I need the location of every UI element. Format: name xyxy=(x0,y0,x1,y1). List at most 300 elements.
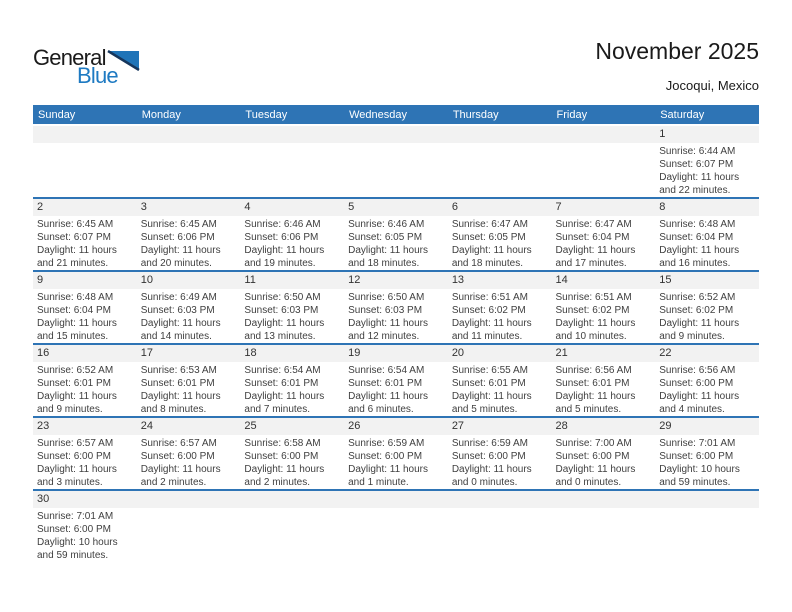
day-details xyxy=(344,362,448,416)
sunset-label: Sunset: xyxy=(37,232,71,243)
sunset-line xyxy=(452,450,549,463)
weekday-header-thursday: Thursday xyxy=(448,105,552,125)
sunrise-line xyxy=(556,437,653,450)
day-details xyxy=(448,508,552,510)
daylight-label: Daylight: xyxy=(659,318,699,329)
sunset-label: Sunset: xyxy=(659,451,694,462)
daylight-label: Daylight: xyxy=(140,464,180,475)
sunrise-value: 6:57 AM xyxy=(76,438,114,449)
sunset-value: 6:06 PM xyxy=(177,232,215,243)
sunset-line xyxy=(37,304,134,317)
daylight-value: 11 hours and 6 minutes. xyxy=(348,391,428,415)
daylight-label: Daylight: xyxy=(140,318,180,329)
day-number-strip xyxy=(137,272,241,289)
week-row-2 xyxy=(33,198,759,271)
day-number-strip xyxy=(344,491,448,508)
day-cell-14 xyxy=(552,271,656,344)
day-details xyxy=(344,435,448,489)
day-cell-empty xyxy=(137,125,241,198)
day-number: 8 xyxy=(659,201,666,213)
sunrise-line xyxy=(37,364,134,377)
sunset-label: Sunset: xyxy=(659,232,694,243)
day-number: 28 xyxy=(555,420,568,432)
day-cell-26 xyxy=(344,417,448,490)
day-number-strip xyxy=(33,345,137,362)
sunrise-label: Sunrise: xyxy=(451,219,489,230)
sunset-label: Sunset: xyxy=(555,378,590,389)
sunset-value: 6:06 PM xyxy=(281,232,319,243)
sunset-value: 6:02 PM xyxy=(592,305,630,316)
day-number-strip xyxy=(448,199,552,216)
sunset-line xyxy=(141,231,238,244)
daylight-label: Daylight: xyxy=(140,391,180,402)
sunrise-label: Sunrise: xyxy=(555,219,593,230)
sunrise-value: 6:50 AM xyxy=(387,292,425,303)
daylight-line xyxy=(452,244,549,270)
sunrise-label: Sunrise: xyxy=(140,365,178,376)
calendar-header-row xyxy=(33,105,759,125)
sunrise-value: 7:00 AM xyxy=(594,438,632,449)
day-cell-empty xyxy=(33,125,137,198)
daylight-value: 11 hours and 16 minutes. xyxy=(659,245,740,269)
day-number-strip xyxy=(344,126,448,143)
sunrise-label: Sunrise: xyxy=(555,292,593,303)
sunset-line xyxy=(452,304,549,317)
sunrise-line xyxy=(37,218,134,231)
sunrise-line xyxy=(452,218,549,231)
daylight-label: Daylight: xyxy=(244,391,284,402)
daylight-label: Daylight: xyxy=(451,391,491,402)
daylight-label: Daylight: xyxy=(37,391,76,402)
day-details xyxy=(552,216,656,270)
day-number-strip xyxy=(33,418,137,435)
daylight-line xyxy=(659,171,756,197)
sunset-label: Sunset: xyxy=(140,305,175,316)
day-number-strip xyxy=(240,418,344,435)
sunset-line xyxy=(37,377,134,390)
day-cell-8 xyxy=(655,198,759,271)
day-number-strip xyxy=(448,418,552,435)
sunrise-label: Sunrise: xyxy=(140,438,178,449)
day-number: 13 xyxy=(451,274,465,286)
sunset-label: Sunset: xyxy=(555,451,590,462)
sunrise-label: Sunrise: xyxy=(37,365,74,376)
sunrise-label: Sunrise: xyxy=(244,438,282,449)
weekday-header-sunday: Sunday xyxy=(33,105,137,125)
sunrise-line xyxy=(141,291,238,304)
daylight-value: 11 hours and 11 minutes. xyxy=(451,318,532,342)
week-row-1 xyxy=(33,125,759,198)
day-number-strip xyxy=(655,126,759,143)
daylight-label: Daylight: xyxy=(555,464,595,475)
sunrise-value: 6:50 AM xyxy=(283,292,321,303)
day-details xyxy=(552,508,656,510)
day-details xyxy=(552,143,656,145)
sunset-value: 6:05 PM xyxy=(384,232,423,243)
day-number: 24 xyxy=(140,420,153,432)
sunset-line xyxy=(659,377,756,390)
sunrise-line xyxy=(141,218,238,231)
day-number: 3 xyxy=(140,201,147,213)
sunrise-label: Sunrise: xyxy=(659,438,696,449)
sunrise-label: Sunrise: xyxy=(451,365,489,376)
sunrise-line xyxy=(348,218,445,231)
sunrise-line xyxy=(348,364,445,377)
sunrise-value: 6:53 AM xyxy=(180,365,217,376)
daylight-value: 11 hours and 3 minutes. xyxy=(37,464,117,488)
daylight-line xyxy=(141,463,238,489)
day-number: 20 xyxy=(451,347,465,359)
sunrise-value: 6:54 AM xyxy=(387,365,425,376)
daylight-line xyxy=(37,536,134,562)
daylight-value: 11 hours and 18 minutes. xyxy=(348,245,428,269)
day-number-strip xyxy=(655,418,759,435)
daylight-line xyxy=(659,244,756,270)
day-cell-25 xyxy=(240,417,344,490)
sunrise-value: 6:47 AM xyxy=(594,219,632,230)
sunrise-line xyxy=(556,291,653,304)
day-number-strip xyxy=(655,345,759,362)
daylight-line xyxy=(659,390,756,416)
sunset-line xyxy=(37,523,134,536)
day-cell-20 xyxy=(448,344,552,417)
daylight-value: 11 hours and 2 minutes. xyxy=(140,464,221,488)
daylight-line xyxy=(348,390,445,416)
sunset-label: Sunset: xyxy=(659,159,694,170)
day-details xyxy=(655,435,759,489)
weekday-header-saturday: Saturday xyxy=(655,105,759,125)
logo-text-blue: Blue xyxy=(77,63,118,88)
sunrise-value: 6:47 AM xyxy=(491,219,528,230)
sunset-value: 6:00 PM xyxy=(695,378,734,389)
daylight-label: Daylight: xyxy=(37,537,76,548)
day-number-strip xyxy=(552,491,656,508)
day-details xyxy=(240,143,344,145)
daylight-line xyxy=(556,244,653,270)
day-number-strip xyxy=(137,491,241,508)
sunset-label: Sunset: xyxy=(451,305,486,316)
sunset-value: 6:03 PM xyxy=(384,305,423,316)
day-details xyxy=(552,435,656,489)
sunrise-value: 6:56 AM xyxy=(698,365,736,376)
daylight-value: 11 hours and 2 minutes. xyxy=(244,464,325,488)
day-number-strip xyxy=(240,272,344,289)
day-details xyxy=(552,362,656,416)
sunrise-value: 6:54 AM xyxy=(283,365,321,376)
day-details xyxy=(552,289,656,343)
sunrise-value: 6:46 AM xyxy=(283,219,321,230)
day-number: 16 xyxy=(37,347,50,359)
sunrise-line xyxy=(244,364,341,377)
day-cell-empty xyxy=(552,125,656,198)
daylight-value: 11 hours and 14 minutes. xyxy=(140,318,221,342)
daylight-value: 11 hours and 17 minutes. xyxy=(555,245,636,269)
day-details xyxy=(655,508,759,510)
daylight-value: 11 hours and 7 minutes. xyxy=(244,391,325,415)
calendar-table xyxy=(33,105,759,562)
day-cell-5 xyxy=(344,198,448,271)
day-cell-2 xyxy=(33,198,137,271)
sunset-value: 6:00 PM xyxy=(592,451,630,462)
sunset-line xyxy=(659,450,756,463)
day-details xyxy=(448,216,552,270)
sunset-label: Sunset: xyxy=(348,378,383,389)
daylight-label: Daylight: xyxy=(659,172,699,183)
sunrise-line xyxy=(37,291,134,304)
sunset-label: Sunset: xyxy=(140,451,175,462)
daylight-label: Daylight: xyxy=(451,318,491,329)
sunrise-value: 7:01 AM xyxy=(76,511,114,522)
sunset-value: 6:01 PM xyxy=(488,378,526,389)
daylight-line xyxy=(244,317,341,343)
sunset-label: Sunset: xyxy=(140,232,175,243)
sunrise-line xyxy=(348,437,445,450)
day-details xyxy=(240,216,344,270)
sunset-value: 6:01 PM xyxy=(73,378,111,389)
sunset-label: Sunset: xyxy=(348,451,383,462)
day-cell-27 xyxy=(448,417,552,490)
day-number: 26 xyxy=(348,420,361,432)
daylight-line xyxy=(659,463,756,489)
day-details xyxy=(448,362,552,416)
day-number: 21 xyxy=(555,347,568,359)
daylight-value: 11 hours and 5 minutes. xyxy=(555,391,636,415)
day-cell-empty xyxy=(552,490,656,562)
sunset-label: Sunset: xyxy=(244,451,279,462)
sunset-value: 6:00 PM xyxy=(177,451,215,462)
sunrise-label: Sunrise: xyxy=(244,292,282,303)
sunset-label: Sunset: xyxy=(140,378,175,389)
sunrise-line xyxy=(452,364,549,377)
daylight-line xyxy=(37,244,134,270)
sunset-line xyxy=(348,450,445,463)
sunset-value: 6:00 PM xyxy=(73,524,111,535)
sunrise-line xyxy=(141,364,238,377)
daylight-line xyxy=(244,390,341,416)
daylight-value: 11 hours and 12 minutes. xyxy=(348,318,428,342)
day-number-strip xyxy=(240,345,344,362)
daylight-label: Daylight: xyxy=(348,318,388,329)
daylight-line xyxy=(244,463,341,489)
day-cell-3 xyxy=(137,198,241,271)
daylight-value: 11 hours and 9 minutes. xyxy=(659,318,740,342)
sunrise-label: Sunrise: xyxy=(37,219,74,230)
sunset-line xyxy=(556,450,653,463)
day-cell-24 xyxy=(137,417,241,490)
sunset-line xyxy=(244,377,341,390)
daylight-line xyxy=(452,317,549,343)
weekday-header-friday: Friday xyxy=(552,105,656,125)
daylight-label: Daylight: xyxy=(555,391,595,402)
daylight-label: Daylight: xyxy=(244,318,284,329)
day-number: 25 xyxy=(244,420,257,432)
daylight-value: 11 hours and 8 minutes. xyxy=(140,391,221,415)
day-cell-empty xyxy=(137,490,241,562)
day-number-strip xyxy=(33,199,137,216)
day-cell-28 xyxy=(552,417,656,490)
sunrise-value: 6:55 AM xyxy=(491,365,528,376)
sunset-line xyxy=(556,231,653,244)
sunrise-label: Sunrise: xyxy=(659,365,696,376)
daylight-line xyxy=(37,317,134,343)
day-details xyxy=(240,435,344,489)
weekday-header-monday: Monday xyxy=(137,105,241,125)
daylight-label: Daylight: xyxy=(244,245,284,256)
sunset-line xyxy=(659,304,756,317)
day-details xyxy=(33,508,137,562)
sunrise-line xyxy=(141,437,238,450)
day-number: 7 xyxy=(555,201,562,213)
sunrise-label: Sunrise: xyxy=(659,146,696,157)
day-number-strip xyxy=(655,272,759,289)
sunrise-label: Sunrise: xyxy=(348,438,385,449)
day-number: 5 xyxy=(348,201,355,213)
sunrise-value: 6:58 AM xyxy=(283,438,321,449)
sunrise-value: 6:45 AM xyxy=(180,219,217,230)
day-number: 27 xyxy=(451,420,465,432)
day-details xyxy=(448,143,552,145)
daylight-value: 11 hours and 15 minutes. xyxy=(37,318,117,342)
day-number: 9 xyxy=(37,274,44,286)
daylight-line xyxy=(37,463,134,489)
day-details xyxy=(137,289,241,343)
day-number: 30 xyxy=(37,493,50,505)
sunset-label: Sunset: xyxy=(37,524,71,535)
sunset-value: 6:00 PM xyxy=(695,451,734,462)
sunrise-value: 6:52 AM xyxy=(698,292,736,303)
daylight-value: 11 hours and 9 minutes. xyxy=(37,391,117,415)
day-details xyxy=(137,362,241,416)
day-details xyxy=(137,435,241,489)
sunset-value: 6:05 PM xyxy=(488,232,526,243)
sunrise-label: Sunrise: xyxy=(348,365,385,376)
day-number: 6 xyxy=(451,201,458,213)
daylight-label: Daylight: xyxy=(37,464,76,475)
sunset-value: 6:01 PM xyxy=(592,378,630,389)
sunset-label: Sunset: xyxy=(451,232,486,243)
day-cell-7 xyxy=(552,198,656,271)
sunrise-value: 6:46 AM xyxy=(387,219,425,230)
day-number-strip xyxy=(33,491,137,508)
daylight-line xyxy=(556,463,653,489)
day-number: 23 xyxy=(37,420,50,432)
day-cell-29 xyxy=(655,417,759,490)
day-details xyxy=(137,508,241,510)
day-cell-empty xyxy=(344,125,448,198)
sunrise-line xyxy=(659,145,756,158)
sunset-label: Sunset: xyxy=(348,232,383,243)
day-details xyxy=(240,362,344,416)
day-cell-21 xyxy=(552,344,656,417)
day-number-strip xyxy=(448,345,552,362)
daylight-label: Daylight: xyxy=(659,245,699,256)
day-details xyxy=(240,508,344,510)
sunrise-label: Sunrise: xyxy=(37,511,74,522)
day-cell-10 xyxy=(137,271,241,344)
day-cell-11 xyxy=(240,271,344,344)
sunrise-label: Sunrise: xyxy=(244,219,282,230)
daylight-value: 11 hours and 19 minutes. xyxy=(244,245,325,269)
day-number: 15 xyxy=(659,274,672,286)
daylight-value: 11 hours and 0 minutes. xyxy=(451,464,532,488)
daylight-line xyxy=(348,244,445,270)
sunrise-label: Sunrise: xyxy=(37,292,74,303)
day-number-strip xyxy=(552,199,656,216)
sunset-line xyxy=(348,377,445,390)
sunset-value: 6:00 PM xyxy=(281,451,319,462)
day-cell-empty xyxy=(240,490,344,562)
daylight-label: Daylight: xyxy=(348,464,388,475)
daylight-label: Daylight: xyxy=(348,391,388,402)
page-title: November 2025 xyxy=(595,38,759,64)
sunrise-label: Sunrise: xyxy=(37,438,74,449)
daylight-label: Daylight: xyxy=(348,245,388,256)
sunrise-label: Sunrise: xyxy=(659,292,696,303)
daylight-label: Daylight: xyxy=(659,391,699,402)
day-number-strip xyxy=(655,199,759,216)
daylight-line xyxy=(556,317,653,343)
sunset-value: 6:01 PM xyxy=(281,378,319,389)
sunset-value: 6:02 PM xyxy=(695,305,734,316)
day-number: 12 xyxy=(348,274,361,286)
sunset-label: Sunset: xyxy=(348,305,383,316)
day-cell-19 xyxy=(344,344,448,417)
sunrise-line xyxy=(452,437,549,450)
day-number-strip xyxy=(137,418,241,435)
daylight-label: Daylight: xyxy=(37,245,76,256)
daylight-value: 11 hours and 21 minutes. xyxy=(37,245,117,269)
day-cell-9 xyxy=(33,271,137,344)
sunset-value: 6:00 PM xyxy=(488,451,526,462)
weekday-header-wednesday: Wednesday xyxy=(344,105,448,125)
day-details xyxy=(33,216,137,270)
daylight-value: 10 hours and 59 minutes. xyxy=(37,537,118,561)
day-cell-12 xyxy=(344,271,448,344)
sunset-label: Sunset: xyxy=(37,378,71,389)
weekday-header-tuesday: Tuesday xyxy=(240,105,344,125)
day-number-strip xyxy=(448,126,552,143)
day-details xyxy=(344,508,448,510)
sunset-value: 6:04 PM xyxy=(73,305,111,316)
sunset-value: 6:04 PM xyxy=(592,232,630,243)
day-number-strip xyxy=(33,126,137,143)
daylight-label: Daylight: xyxy=(140,245,180,256)
day-cell-6 xyxy=(448,198,552,271)
daylight-label: Daylight: xyxy=(555,318,595,329)
sunrise-value: 6:44 AM xyxy=(698,146,736,157)
day-details xyxy=(33,362,137,416)
day-details xyxy=(655,143,759,197)
daylight-line xyxy=(141,244,238,270)
sunset-label: Sunset: xyxy=(244,232,279,243)
sunrise-line xyxy=(659,364,756,377)
day-details xyxy=(240,289,344,343)
sunset-line xyxy=(659,158,756,171)
sunset-line xyxy=(348,231,445,244)
day-cell-23 xyxy=(33,417,137,490)
sunrise-line xyxy=(659,437,756,450)
sunrise-line xyxy=(37,437,134,450)
day-number-strip xyxy=(448,272,552,289)
day-number: 14 xyxy=(555,274,568,286)
sunrise-label: Sunrise: xyxy=(451,438,489,449)
sunrise-line xyxy=(37,510,134,523)
sunset-value: 6:03 PM xyxy=(281,305,319,316)
sunrise-label: Sunrise: xyxy=(555,365,593,376)
day-number: 4 xyxy=(244,201,251,213)
sunset-line xyxy=(244,231,341,244)
day-number-strip xyxy=(137,126,241,143)
